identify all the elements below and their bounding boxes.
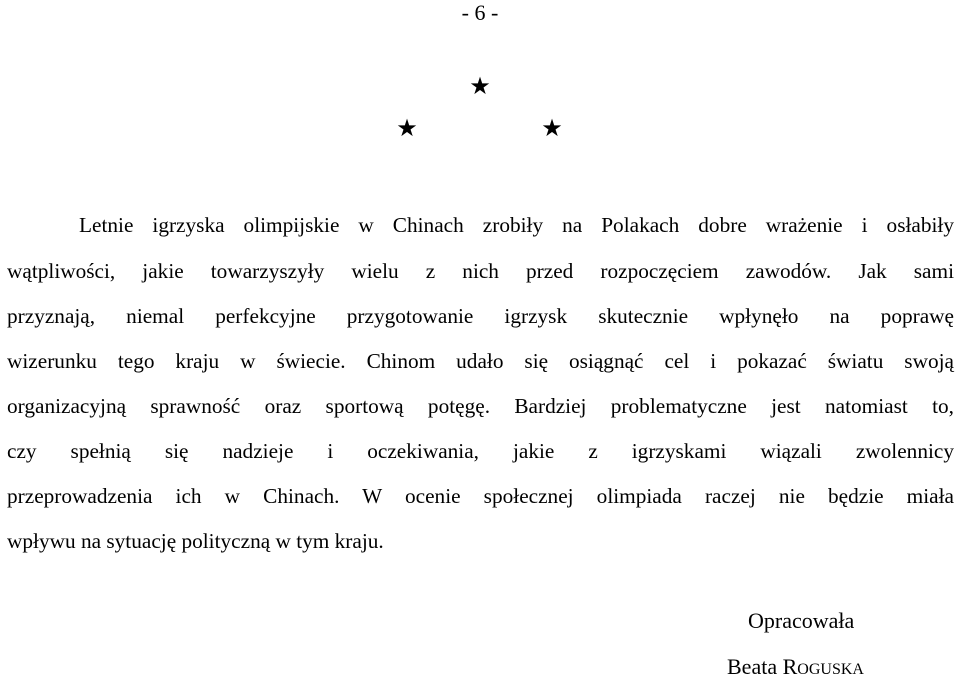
author-surname-rest: OGUSKA <box>797 661 864 678</box>
paragraph-line: wizerunku tego kraju w świecie. Chinom udało się osiągnąć cel i pokazać światu swoją <box>7 349 954 373</box>
paragraph-line: czy spełnią się nadzieje i oczekiwania, jakie z igrzyskami wiązali zwolennicy <box>7 439 954 463</box>
signature-label: Opracowała <box>748 608 855 633</box>
author-surname-initial: R <box>782 654 798 679</box>
paragraph-line: przeprowadzenia ich w Chinach. W ocenie społecznej olimpiada raczej nie będzie miała <box>7 484 954 508</box>
paragraph-line: przyznają, niemal perfekcyjne przygotowanie igrzysk skutecznie wpłynęło na poprawę <box>7 304 954 328</box>
star-icon: ★ <box>469 72 491 100</box>
paragraph-line: Letnie igrzyska olimpijskie w Chinach zrobiły na Polakach dobre wrażenie i osłabiły <box>79 213 954 237</box>
author-name <box>727 654 864 683</box>
page-number: - 6 - <box>461 0 499 25</box>
star-icon: ★ <box>396 114 418 142</box>
author-first-name: Beata <box>727 654 778 679</box>
star-icon: ★ <box>541 114 563 142</box>
paragraph-line: wątpliwości, jakie towarzyszyły wielu z nich przed rozpoczęciem zawodów. Jak sami <box>7 259 954 283</box>
paragraph-line: organizacyjną sprawność oraz sportową potęgę. Bardziej problematyczne jest natomiast to, <box>7 394 954 418</box>
paragraph-line: wpływu na sytuację polityczną w tym kraju. <box>7 529 384 553</box>
